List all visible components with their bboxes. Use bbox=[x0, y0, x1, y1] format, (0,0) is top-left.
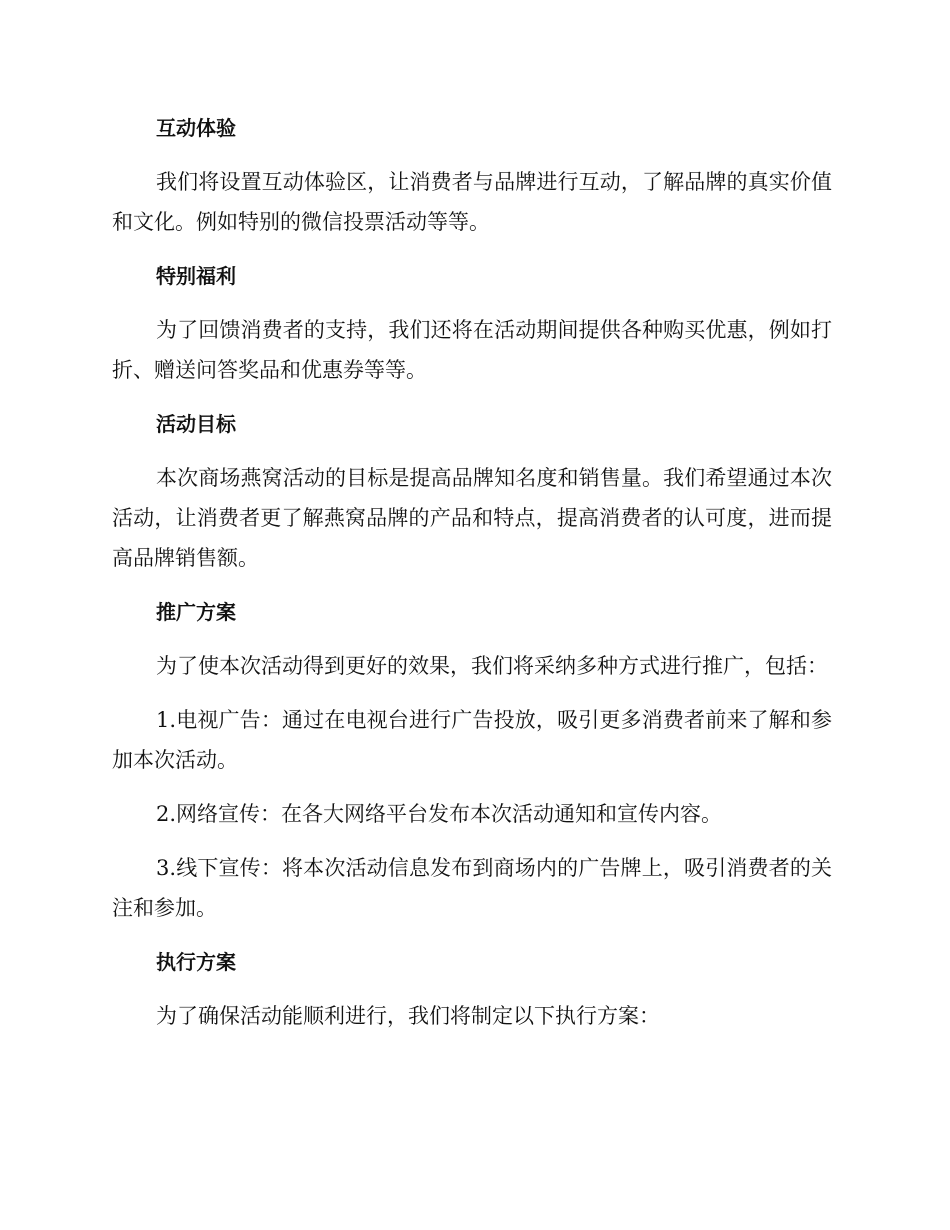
section-heading-interactive-experience: 互动体验 bbox=[156, 116, 236, 140]
section-heading-execution-plan: 执行方案 bbox=[156, 950, 236, 974]
section-heading-promotion-plan: 推广方案 bbox=[156, 600, 236, 624]
paragraph-promotion-offline: 3.线下宣传：将本次活动信息发布到商场内的广告牌上，吸引消费者的关注和参加。 bbox=[112, 856, 832, 920]
paragraph-promotion-intro: 为了使本次活动得到更好的效果，我们将采纳多种方式进行推广，包括： bbox=[156, 654, 828, 678]
paragraph-special-benefits: 为了回馈消费者的支持，我们还将在活动期间提供各种购买优惠，例如打折、赠送问答奖品和优惠券等等。 bbox=[112, 318, 832, 382]
paragraph-interactive-experience: 我们将设置互动体验区，让消费者与品牌进行互动，了解品牌的真实价值和文化。例如特别的微信投票活动等等。 bbox=[112, 170, 832, 234]
paragraph-promotion-tv-ads: 1.电视广告：通过在电视台进行广告投放，吸引更多消费者前来了解和参加本次活动。 bbox=[112, 708, 832, 772]
section-heading-special-benefits: 特别福利 bbox=[156, 264, 236, 288]
paragraph-activity-goals: 本次商场燕窝活动的目标是提高品牌知名度和销售量。我们希望通过本次活动，让消费者更了解燕窝品牌的产品和特点，提高消费者的认可度，进而提高品牌销售额。 bbox=[112, 466, 832, 570]
paragraph-execution-plan: 为了确保活动能顺利进行，我们将制定以下执行方案： bbox=[156, 1004, 660, 1028]
section-heading-activity-goals: 活动目标 bbox=[156, 412, 236, 436]
paragraph-promotion-online: 2.网络宣传：在各大网络平台发布本次活动通知和宣传内容。 bbox=[156, 802, 723, 826]
document-page bbox=[112, 108, 832, 1050]
